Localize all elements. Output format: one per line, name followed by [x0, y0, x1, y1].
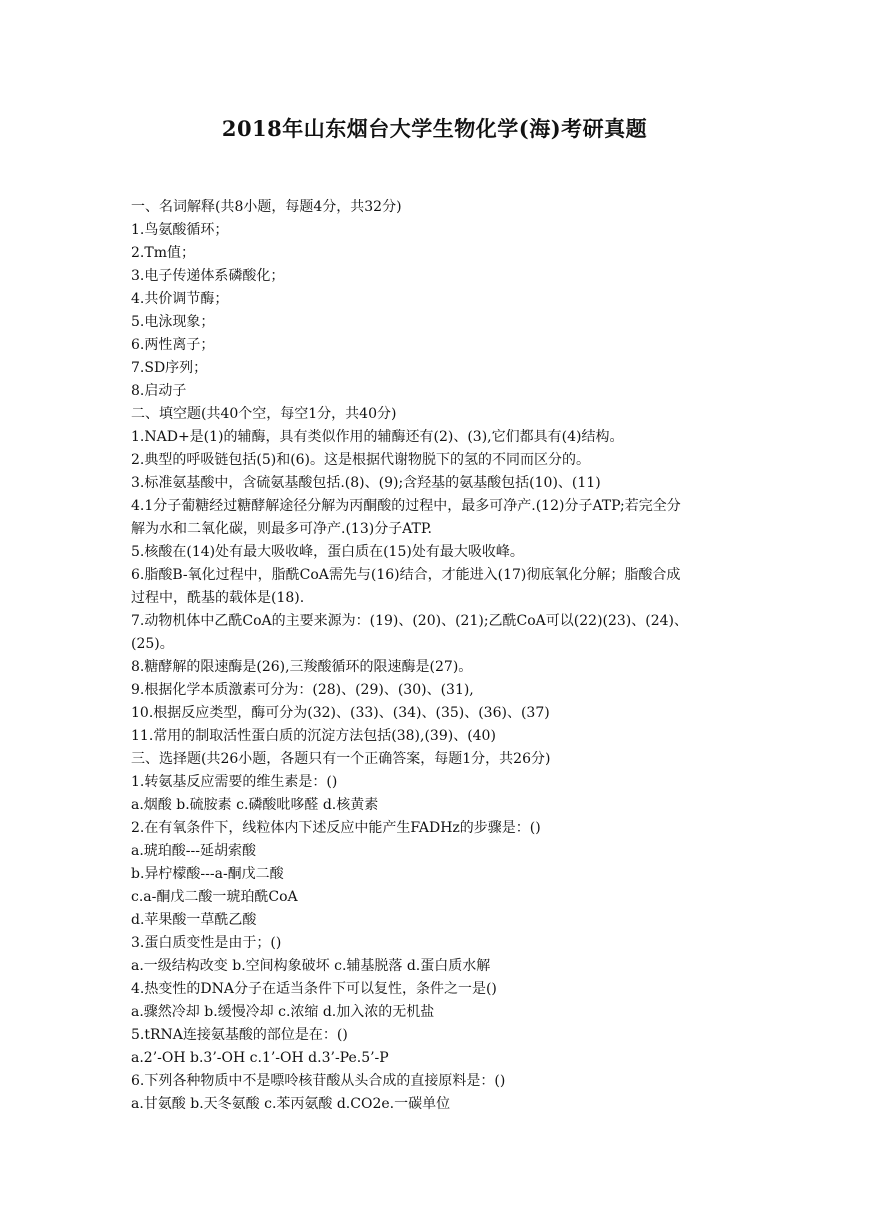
answer-options: a.甘氨酸 b.天冬氨酸 c.苯丙氨酸 d.CO2e.一碳单位 [131, 1096, 451, 1112]
question-line: 11.常用的制取活性蛋白质的沉淀方法包括(38),(39)、(40) [131, 728, 496, 744]
question-line: 7.SD序列； [131, 360, 208, 376]
question-line: 6.两性离子； [131, 337, 215, 353]
answer-option: b.异柠檬酸---a-酮戊二酸 [131, 866, 284, 882]
answer-option: a.琥珀酸---延胡索酸 [131, 843, 256, 859]
answer-options: a.一级结构改变 b.空间构象破坏 c.辅基脱落 d.蛋白质水解 [131, 958, 491, 974]
question-line: 10.根据反应类型，酶可分为(32)、(33)、(34)、(35)、(36)、(37) [131, 705, 550, 721]
question-line: 4.共价调节酶； [131, 291, 229, 307]
section-heading: 三、选择题(共26小题，各题只有一个正确答案，每题1分，共26分) [131, 751, 551, 767]
question-line: 4.1分子葡糖经过糖酵解途径分解为丙酮酸的过程中，最多可净产.(12)分子ATP;若完全分 [131, 498, 681, 514]
section-heading: 一、名词解释(共8小题，每题4分，共32分) [131, 199, 402, 215]
answer-options: a.骤然冷却 b.缓慢冷却 c.浓缩 d.加入浓的无机盐 [131, 1004, 435, 1020]
question-line: 1.NAD+是(1)的辅酶，具有类似作用的辅酶还有(2)、(3),它们都具有(4)结构。 [131, 429, 624, 445]
question-line: 6.下列各种物质中不是嘌呤核苷酸从头合成的直接原料是：() [131, 1073, 506, 1089]
question-line: 2.在有氧条件下，线粒体内下述反应中能产生FADHz的步骤是：() [131, 820, 541, 836]
answer-option: d.苹果酸一草酰乙酸 [131, 912, 257, 928]
question-line: 5.tRNA连接氨基酸的部位是在：() [131, 1027, 348, 1043]
question-line: 3.蛋白质变性是由于；() [131, 935, 282, 951]
question-line: 1.转氨基反应需要的维生素是：() [131, 774, 338, 790]
question-line: 1.鸟氨酸循环； [131, 222, 229, 238]
answer-options: a.烟酸 b.硫胺素 c.磷酸吡哆醛 d.核黄素 [131, 797, 379, 813]
question-line: 3.标准氨基酸中，含硫氨基酸包括.(8)、(9);含羟基的氨基酸包括(10)、(11) [131, 475, 601, 491]
question-line: 3.电子传递体系磷酸化； [131, 268, 285, 284]
exam-body [131, 196, 746, 1116]
question-line: 4.热变性的DNA分子在适当条件下可以复性，条件之一是() [131, 981, 497, 997]
question-line: 解为水和二氧化碳，则最多可净产.(13)分子ATP. [131, 521, 432, 537]
question-line: 5.电泳现象； [131, 314, 215, 330]
answer-options: a.2’-OH b.3’-OH c.1’-OH d.3’-Pe.5’-P [131, 1050, 389, 1066]
question-line: 5.核酸在(14)处有最大吸收峰，蛋白质在(15)处有最大吸收峰。 [131, 544, 524, 560]
question-line: 2.典型的呼吸链包括(5)和(6)。这是根据代谢物脱下的氢的不同而区分的。 [131, 452, 591, 468]
answer-option: c.a-酮戊二酸一琥珀酰CoA [131, 889, 298, 905]
question-line: 2.Tm值； [131, 245, 195, 261]
section-heading: 二、填空题(共40个空，每空1分，共40分) [131, 406, 397, 422]
question-line: 7.动物机体中乙酰CoA的主要来源为：(19)、(20)、(21);乙酰CoA可以(22)(23)、(24)、 [131, 613, 689, 629]
question-line: 9.根据化学本质激素可分为：(28)、(29)、(30)、(31), [131, 682, 474, 698]
page-title: 2018年山东烟台大学生物化学(海)考研真题 [221, 116, 648, 141]
question-line: 8.启动子 [131, 383, 187, 399]
question-line: 6.脂酸B-氧化过程中，脂酰CoA需先与(16)结合，才能进入(17)彻底氧化分解；脂酸合成 [131, 567, 681, 583]
question-line: 8.糖酵解的限速酶是(26),三羧酸循环的限速酶是(27)。 [131, 659, 473, 675]
question-line: (25)。 [131, 636, 174, 652]
question-line: 过程中，酰基的载体是(18). [131, 590, 305, 606]
